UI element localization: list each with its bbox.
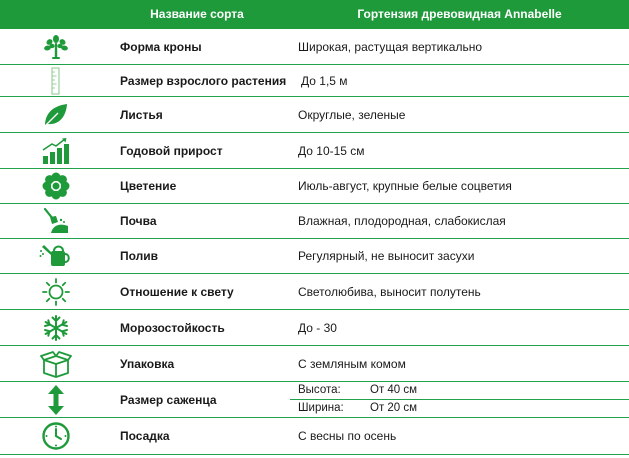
row-value: С земляным комом <box>298 356 406 371</box>
row-value: Июль-август, крупные белые соцветия <box>298 179 512 193</box>
growth-chart-icon <box>0 133 112 168</box>
flower-icon <box>0 169 112 203</box>
row-value: Округлые, зеленые <box>298 107 406 122</box>
clock-icon <box>0 418 112 454</box>
table-row <box>0 310 629 346</box>
row-label: Отношение к свету <box>120 284 234 299</box>
table-row <box>0 204 629 239</box>
width-key: Ширина: <box>298 402 344 414</box>
row-value: До - 30 <box>298 320 337 335</box>
row-value: Регулярный, не выносит засухи <box>298 249 475 263</box>
height-key: Высота: <box>298 384 341 396</box>
ruler-icon <box>0 65 112 96</box>
row-label: Годовой прирост <box>120 143 223 158</box>
row-value: До 1,5 м <box>301 73 348 88</box>
table-header <box>0 0 629 29</box>
watering-can-icon <box>0 239 112 273</box>
tree-crown-icon <box>0 29 112 64</box>
table-row <box>0 382 629 418</box>
width-value: От 20 см <box>370 402 418 414</box>
row-label: Почва <box>120 214 157 228</box>
leaf-icon <box>0 97 112 132</box>
row-value: До 10-15 см <box>298 143 365 158</box>
row-label: Форма кроны <box>120 39 202 54</box>
seedling-width <box>290 400 629 417</box>
vertical-arrow-icon <box>0 382 112 417</box>
table-row <box>0 346 629 382</box>
table-row <box>0 239 629 274</box>
snowflake-icon <box>0 310 112 345</box>
row-label: Морозостойкость <box>120 320 225 335</box>
row-label: Полив <box>120 249 159 263</box>
header-value-column: Гортензия древовидная Annabelle <box>357 7 562 21</box>
row-label: Листья <box>120 107 163 122</box>
table-row <box>0 65 629 97</box>
row-label: Посадка <box>120 429 170 443</box>
row-label: Цветение <box>120 179 177 193</box>
row-label: Упаковка <box>120 356 175 371</box>
sun-icon <box>0 274 112 309</box>
soil-shovel-icon <box>0 204 112 238</box>
row-label: Размер саженца <box>120 392 217 407</box>
row-value: Влажная, плодородная, слабокислая <box>298 214 506 228</box>
table-row <box>0 169 629 204</box>
table-row <box>0 97 629 133</box>
table-row <box>0 274 629 310</box>
table-row <box>0 418 629 455</box>
row-value: Светолюбива, выносит полутень <box>298 284 481 299</box>
seedling-height <box>290 382 629 399</box>
row-value: Широкая, растущая вертикально <box>298 39 483 54</box>
row-label: Размер взрослого растения <box>120 73 287 88</box>
row-value: С весны по осень <box>298 429 397 443</box>
package-box-icon <box>0 346 112 381</box>
table-row <box>0 133 629 169</box>
header-name-column: Название сорта <box>150 7 244 21</box>
height-value: От 40 см <box>370 384 418 396</box>
table-row <box>0 29 629 65</box>
